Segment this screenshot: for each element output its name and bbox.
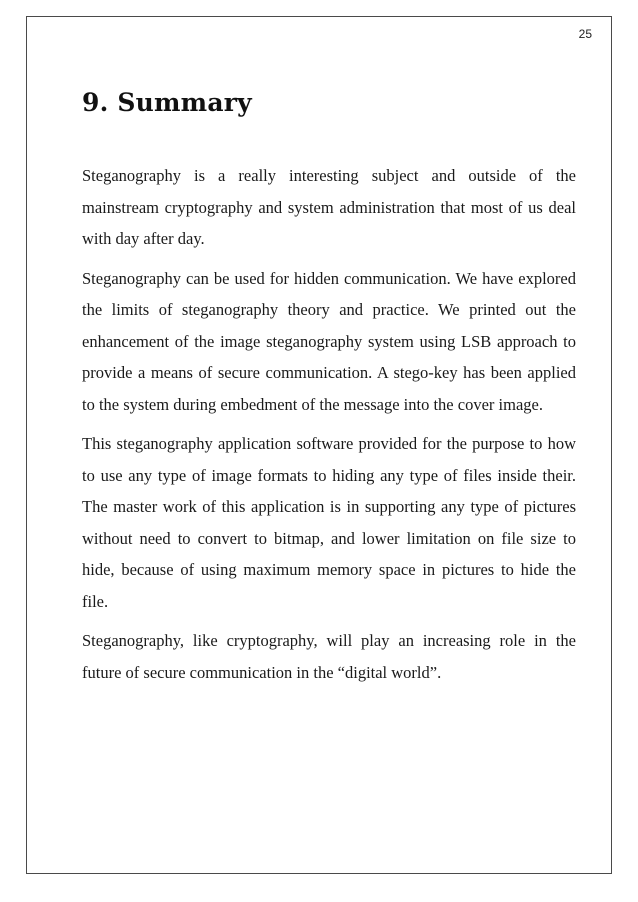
- paragraph: Steganography can be used for hidden communication. We have explored the limits of steganography theory and practice. We printed out the enhancement of the image steganography system using LSB approach to provide a means of secure communication. A stego-key has been applied to the system during embedment of the message into the cover image.: [82, 268, 576, 414]
- page-number: 25: [578, 27, 592, 41]
- paragraph: Steganography is a really interesting subject and outside of the mainstream cryptography and system administration that most of us deal with day after day.: [82, 166, 576, 248]
- paragraph: Steganography, like cryptography, will play an increasing role in the future of secure communication in the “digital world”.: [82, 631, 576, 682]
- paragraph: This steganography application software provided for the purpose to how to use any type of image formats to hiding any type of files inside their. The master work of this application is in supporting any type of pictures without need to convert to bitmap, and lower limitation on file size to hide, because of using maximum memory space in pictures to hide the file.: [82, 434, 576, 611]
- section-heading: 9. Summary: [82, 88, 252, 117]
- summary-body: [82, 160, 576, 696]
